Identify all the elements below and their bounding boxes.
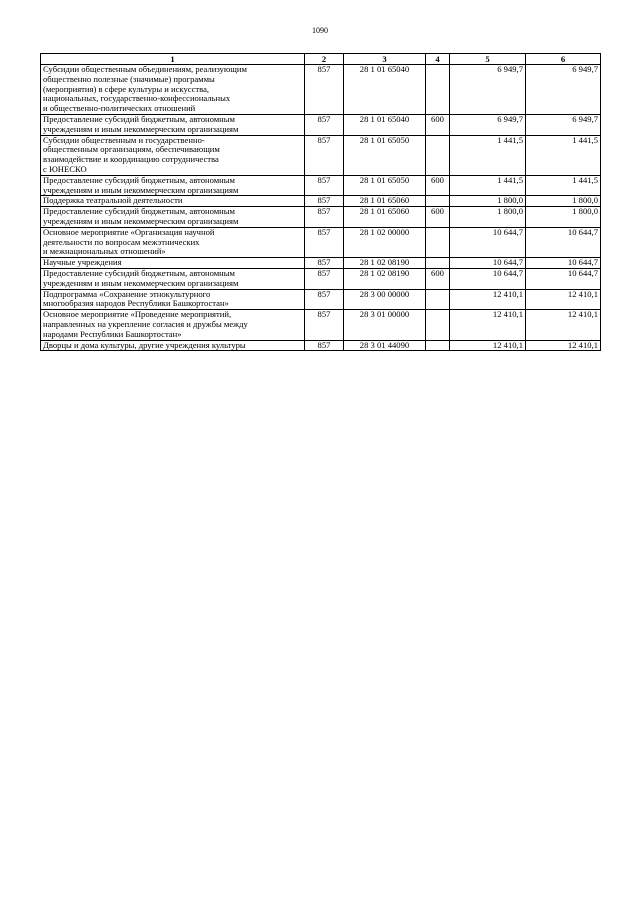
header-col-4: 4 [426, 54, 450, 65]
row-kind-cell: 600 [426, 175, 450, 196]
row-value-6-cell: 6 949,7 [526, 65, 601, 115]
row-code-cell: 28 1 01 65060 [344, 207, 426, 228]
table-row [41, 258, 601, 269]
header-col-2: 2 [305, 54, 344, 65]
row-ministry-cell: 857 [305, 135, 344, 175]
row-name-line: и общественно-политических отношений [43, 103, 196, 114]
row-name-cell [41, 196, 305, 207]
row-code-cell: 28 1 01 65060 [344, 196, 426, 207]
row-value-5-cell: 12 410,1 [450, 340, 526, 351]
row-name-cell [41, 114, 305, 135]
row-value-5-cell: 1 800,0 [450, 196, 526, 207]
row-name-line: национальных, государственно-конфессиональных [43, 93, 231, 104]
row-name-cell [41, 207, 305, 228]
row-name-line: Предоставление субсидий бюджетным, автономным [43, 175, 235, 185]
row-name-line: Предоставление субсидий бюджетным, автономным [43, 114, 235, 124]
row-value-5-cell: 12 410,1 [450, 310, 526, 340]
row-value-6-cell: 10 644,7 [526, 258, 601, 269]
row-kind-cell [426, 135, 450, 175]
row-code-cell: 28 3 00 00000 [344, 289, 426, 310]
row-name-line: Подпрограмма «Сохранение этнокультурного [43, 289, 211, 299]
row-name-line: Поддержка театральной деятельности [43, 195, 183, 206]
table-row [41, 310, 601, 340]
row-value-6-cell: 6 949,7 [526, 114, 601, 135]
row-name-cell [41, 289, 305, 310]
row-name-line: общественным организациям, обеспечивающим [43, 144, 220, 155]
row-ministry-cell: 857 [305, 114, 344, 135]
row-name-line: учреждениям и иным некоммерческим организациям [43, 123, 239, 134]
row-kind-cell [426, 289, 450, 310]
table-row [41, 289, 601, 310]
table-row [41, 340, 601, 351]
row-ministry-cell: 857 [305, 196, 344, 207]
row-name-line: взаимодействие и координацию сотрудничества [43, 154, 219, 165]
row-ministry-cell: 857 [305, 258, 344, 269]
row-value-6-cell: 12 410,1 [526, 289, 601, 310]
row-name-cell [41, 340, 305, 351]
row-name-line: Предоставление субсидий бюджетным, автономным [43, 206, 235, 217]
row-name-line: Основное мероприятие «Организация научной [43, 227, 215, 237]
budget-table [40, 53, 601, 351]
table-row [41, 175, 601, 196]
row-ministry-cell: 857 [305, 340, 344, 351]
row-code-cell: 28 1 01 65050 [344, 135, 426, 175]
row-value-5-cell: 1 441,5 [450, 175, 526, 196]
row-name-line: Научные учреждения [43, 257, 122, 268]
row-kind-cell [426, 65, 450, 115]
row-value-6-cell: 1 800,0 [526, 207, 601, 228]
row-name-line: народами Республики Башкортостан» [43, 328, 182, 339]
header-col-5: 5 [450, 54, 526, 65]
row-name-line: деятельности по вопросам межэтнических [43, 236, 200, 247]
row-name-line: направленных на укрепление согласия и дружбы между [43, 318, 248, 329]
row-value-5-cell: 12 410,1 [450, 289, 526, 310]
row-kind-cell: 600 [426, 268, 450, 289]
row-code-cell: 28 1 02 08190 [344, 268, 426, 289]
header-row [41, 54, 601, 65]
row-value-5-cell: 6 949,7 [450, 114, 526, 135]
row-code-cell: 28 1 02 00000 [344, 227, 426, 257]
row-code-cell: 28 3 01 00000 [344, 310, 426, 340]
row-code-cell: 28 1 01 65040 [344, 65, 426, 115]
row-name-line: Субсидии общественным объединениям, реализующим [43, 64, 247, 74]
row-name-cell [41, 227, 305, 257]
row-name-line: с ЮНЕСКО [43, 163, 87, 174]
row-value-5-cell: 10 644,7 [450, 227, 526, 257]
row-ministry-cell: 857 [305, 175, 344, 196]
row-code-cell: 28 3 01 44090 [344, 340, 426, 351]
row-name-line: Основное мероприятие «Проведение мероприятий, [43, 309, 232, 320]
row-value-6-cell: 12 410,1 [526, 340, 601, 351]
row-name-cell [41, 175, 305, 196]
row-value-6-cell: 1 441,5 [526, 175, 601, 196]
row-value-6-cell: 10 644,7 [526, 268, 601, 289]
row-name-line: (мероприятия) в сфере культуры и искусства, [43, 83, 210, 94]
row-value-6-cell: 1 800,0 [526, 196, 601, 207]
row-name-line: учреждениям и иным некоммерческим организациям [43, 215, 239, 226]
row-kind-cell [426, 258, 450, 269]
row-code-cell: 28 1 02 08190 [344, 258, 426, 269]
row-value-5-cell: 6 949,7 [450, 65, 526, 115]
row-name-line: учреждениям и иным некоммерческим организациям [43, 184, 239, 195]
row-name-cell [41, 65, 305, 115]
row-name-cell [41, 258, 305, 269]
row-kind-cell [426, 340, 450, 351]
table-row [41, 65, 601, 115]
header-col-1: 1 [41, 54, 305, 65]
row-kind-cell [426, 310, 450, 340]
row-value-6-cell: 1 441,5 [526, 135, 601, 175]
row-value-5-cell: 10 644,7 [450, 258, 526, 269]
row-value-5-cell: 10 644,7 [450, 268, 526, 289]
row-ministry-cell: 857 [305, 65, 344, 115]
table-row [41, 268, 601, 289]
row-name-line: Субсидии общественным и государственно- [43, 135, 205, 145]
row-kind-cell: 600 [426, 114, 450, 135]
table-row [41, 227, 601, 257]
row-code-cell: 28 1 01 65050 [344, 175, 426, 196]
header-col-3: 3 [344, 54, 426, 65]
row-name-line: многообразия народов Республики Башкортостан» [43, 298, 229, 309]
header-col-6: 6 [526, 54, 601, 65]
row-code-cell: 28 1 01 65040 [344, 114, 426, 135]
row-ministry-cell: 857 [305, 268, 344, 289]
row-name-line: учреждениям и иным некоммерческим организациям [43, 277, 239, 288]
row-name-cell [41, 135, 305, 175]
row-name-cell [41, 310, 305, 340]
row-kind-cell [426, 196, 450, 207]
row-ministry-cell: 857 [305, 289, 344, 310]
row-name-cell [41, 268, 305, 289]
table-row [41, 114, 601, 135]
row-value-6-cell: 10 644,7 [526, 227, 601, 257]
table-row [41, 135, 601, 175]
row-name-line: и межнациональных отношений» [43, 246, 166, 257]
row-value-5-cell: 1 800,0 [450, 207, 526, 228]
row-name-line: Дворцы и дома культуры, другие учреждения культуры [43, 340, 246, 350]
row-value-5-cell: 1 441,5 [450, 135, 526, 175]
table-row [41, 207, 601, 228]
page-number: 1090 [312, 26, 328, 35]
row-ministry-cell: 857 [305, 227, 344, 257]
row-kind-cell [426, 227, 450, 257]
row-name-line: Предоставление субсидий бюджетным, автономным [43, 268, 235, 278]
row-ministry-cell: 857 [305, 310, 344, 340]
row-kind-cell: 600 [426, 207, 450, 228]
row-value-6-cell: 12 410,1 [526, 310, 601, 340]
table-row [41, 196, 601, 207]
row-ministry-cell: 857 [305, 207, 344, 228]
table-body [41, 65, 601, 351]
row-name-line: общественно полезные (значимые) программы [43, 73, 215, 84]
